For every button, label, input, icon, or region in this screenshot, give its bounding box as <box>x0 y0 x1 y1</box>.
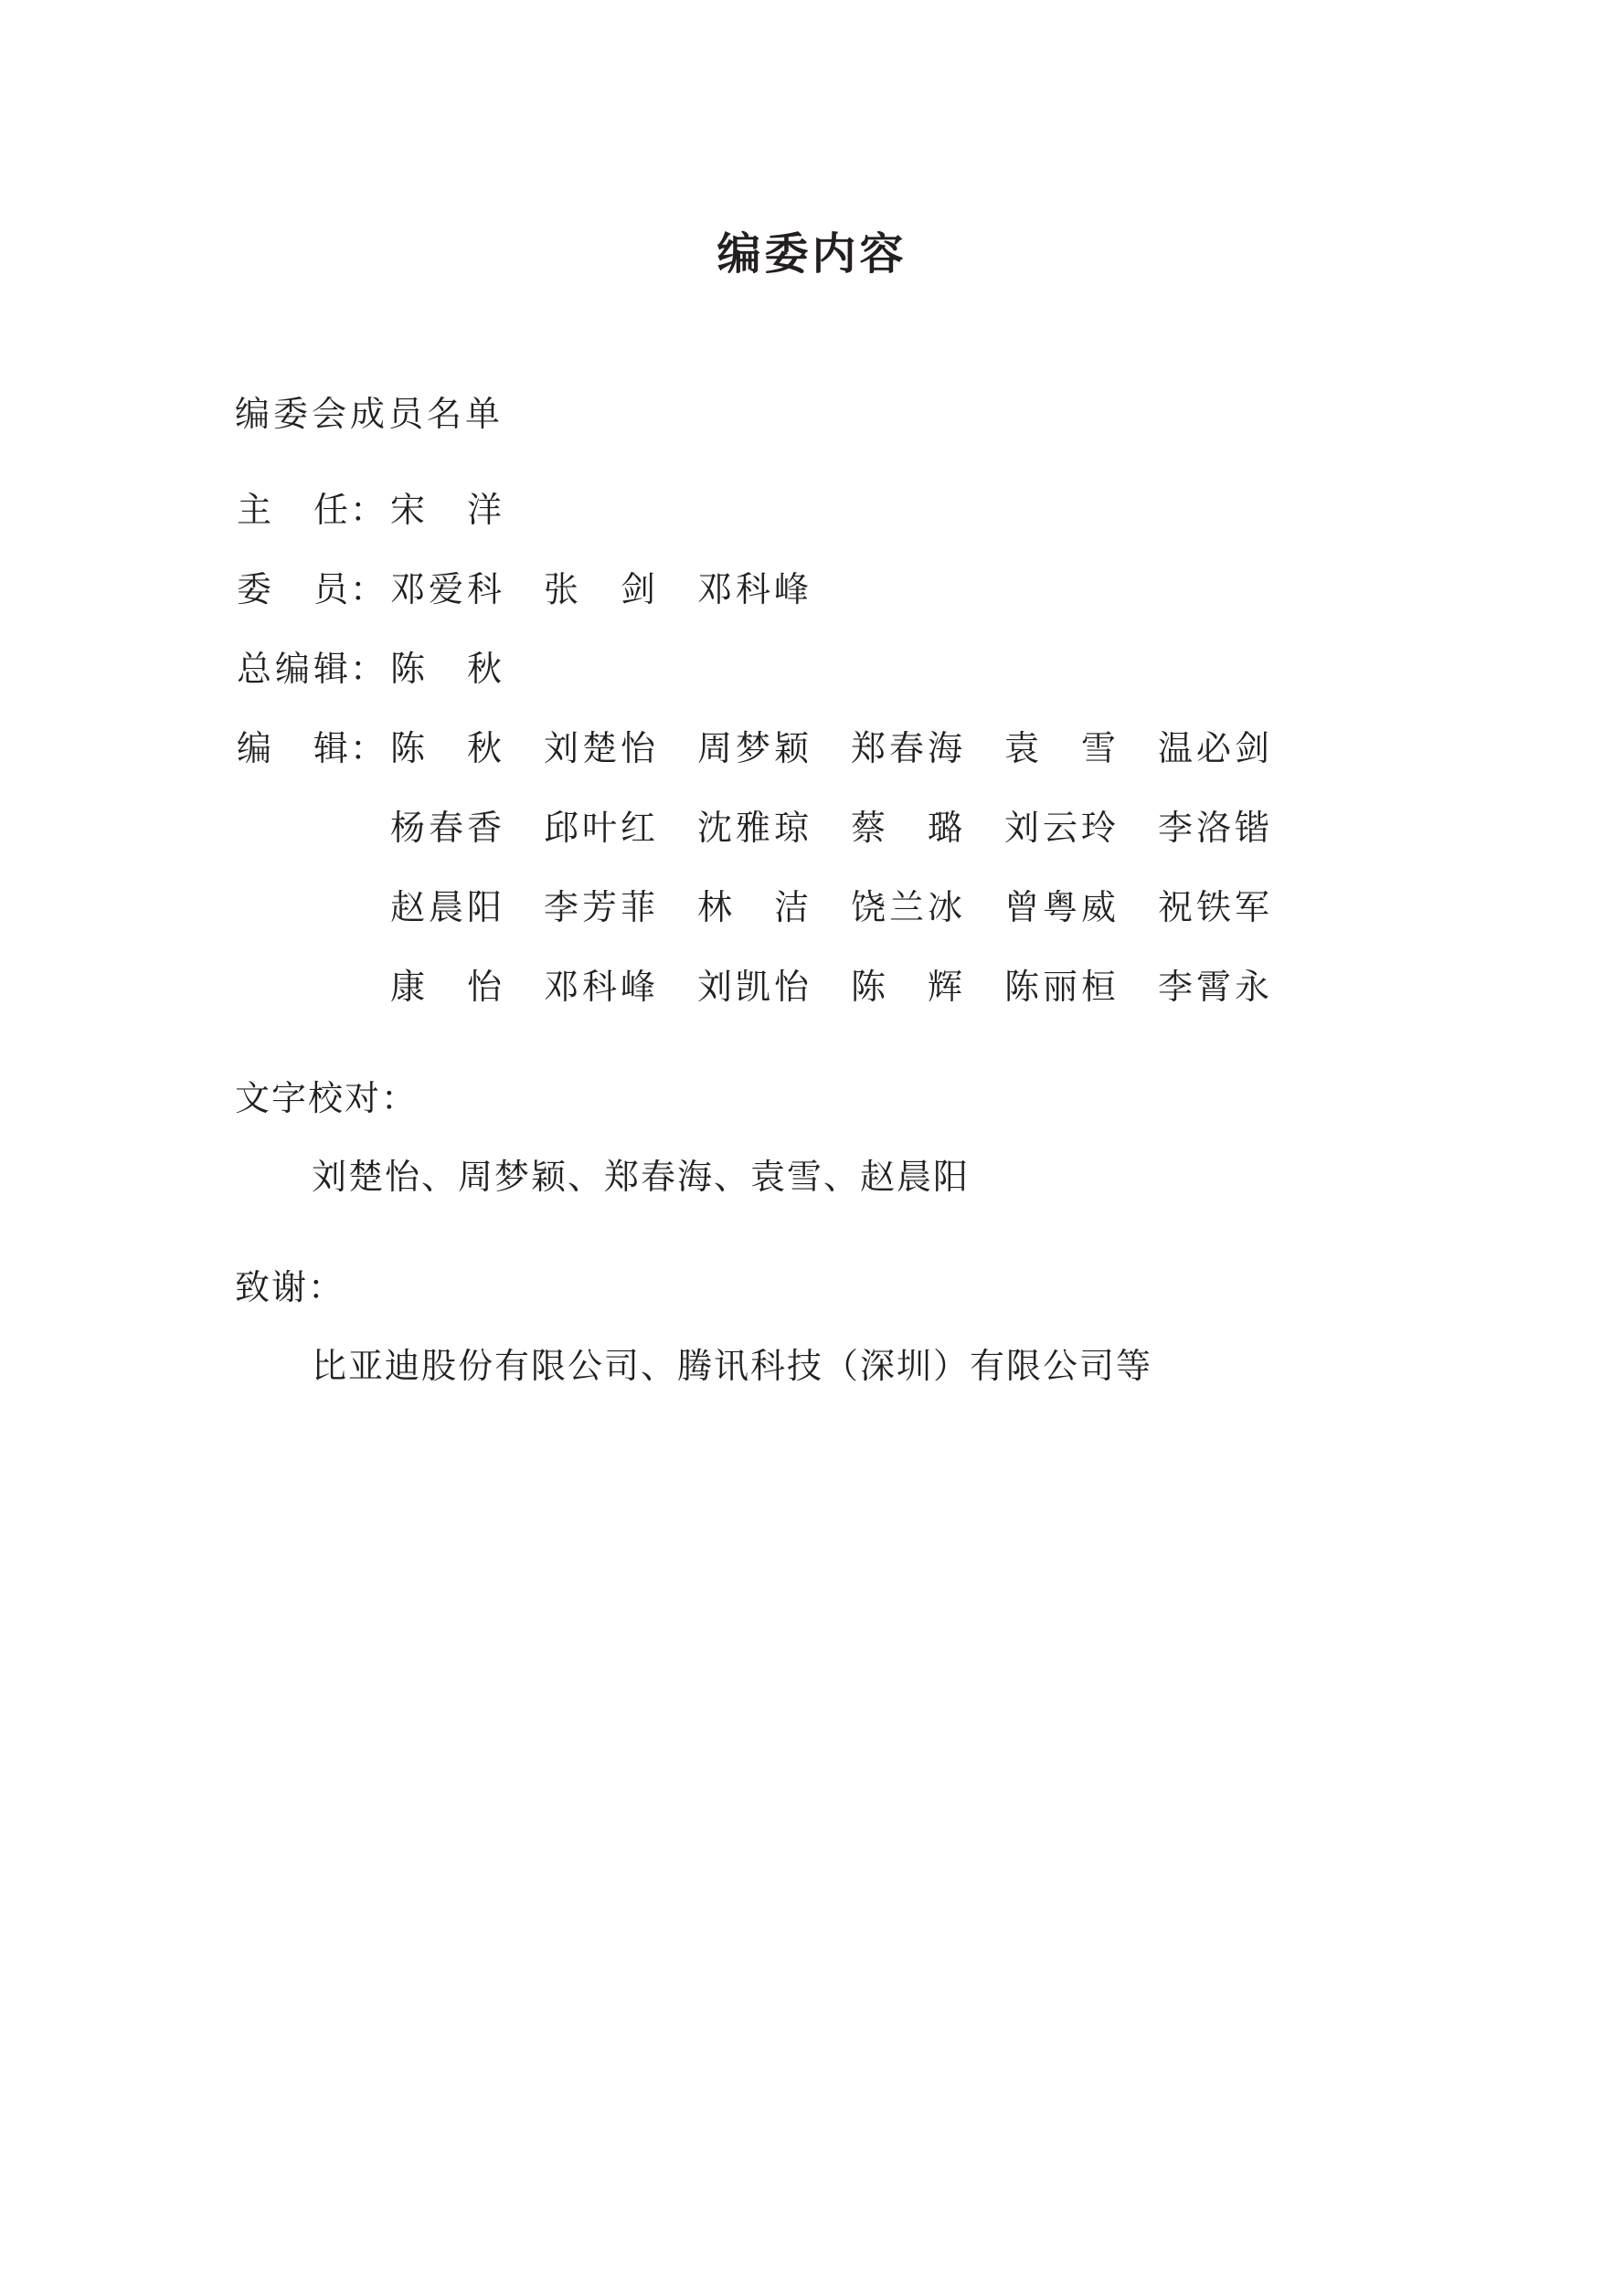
person-name-char: 军 <box>1234 887 1269 927</box>
person-name-char: 春 <box>888 728 924 768</box>
person-name <box>1003 884 1118 930</box>
role-label-colon: ： <box>350 728 386 768</box>
person-name-char: 秋 <box>466 728 502 768</box>
person-name-char: 曾 <box>1003 887 1039 927</box>
role-label-colon: ： <box>350 490 386 530</box>
page-title: 编委内容 <box>716 228 908 280</box>
committee-list-heading: 编委会成员名单 <box>235 394 504 434</box>
person-name-char: 袁 <box>1003 728 1039 768</box>
person-name-char: 芳 <box>581 887 617 927</box>
person-name <box>542 566 657 612</box>
person-name-char: 邱 <box>543 808 578 848</box>
person-name-char: 邓 <box>696 569 732 609</box>
person-name-char: 杨 <box>389 808 425 848</box>
person-name-char: 陈 <box>850 967 886 1007</box>
person-name <box>388 805 504 851</box>
person-name-char: 菲 <box>620 887 655 927</box>
person-name-char: 丽 <box>1042 967 1077 1007</box>
person-name-char: 温 <box>1157 728 1193 768</box>
role-label <box>235 725 388 771</box>
person-name-char: 剑 <box>620 569 655 609</box>
person-name-char: 雅 <box>735 808 770 848</box>
person-name <box>542 964 657 1010</box>
person-name-char: 怡 <box>466 967 502 1007</box>
person-name <box>849 725 964 771</box>
person-name-char: 洁 <box>773 887 809 927</box>
person-name-char: 永 <box>1234 967 1269 1007</box>
person-name-char: 春 <box>428 808 463 848</box>
person-name <box>388 884 504 930</box>
person-name <box>388 646 504 692</box>
person-name-char: 琼 <box>773 808 809 848</box>
person-name-char: 祝 <box>1157 887 1193 927</box>
person-name <box>542 805 657 851</box>
role-label-colon: ： <box>350 569 386 609</box>
person-name-char: 林 <box>696 887 732 927</box>
person-name-char: 陈 <box>389 728 425 768</box>
person-name-char: 叶 <box>581 808 617 848</box>
person-name-char: 阳 <box>466 887 502 927</box>
thanks-text: 比亚迪股份有限公司、腾讯科技（深圳）有限公司等 <box>312 1346 1153 1386</box>
person-name-char: 辉 <box>927 967 962 1007</box>
proofreading-label: 文字校对： <box>235 1078 419 1118</box>
person-name <box>1156 964 1271 1010</box>
person-name <box>1156 805 1271 851</box>
person-name-char: 粤 <box>1042 887 1077 927</box>
role-label-char: 编 <box>236 728 271 768</box>
person-name <box>388 566 504 612</box>
person-name <box>849 805 964 851</box>
person-name-char: 峰 <box>620 967 655 1007</box>
person-name-char: 冰 <box>927 887 962 927</box>
role-label <box>235 566 388 612</box>
person-name-char: 云 <box>1042 808 1077 848</box>
person-name-char: 蔡 <box>850 808 886 848</box>
person-name-char: 刘 <box>1003 808 1039 848</box>
role-label <box>235 646 388 692</box>
person-name <box>1003 964 1118 1010</box>
person-name-char: 兰 <box>888 887 924 927</box>
person-name <box>1003 725 1118 771</box>
person-name <box>542 725 657 771</box>
role-label-char: 总 <box>236 649 271 689</box>
role-label-char: 辑 <box>313 649 348 689</box>
role-label-char: 任 <box>313 490 348 530</box>
role-label-colon: ： <box>350 649 386 689</box>
person-name-char: 雪 <box>1080 728 1116 768</box>
person-name-char: 爱 <box>428 569 463 609</box>
proofreading-names: 刘楚怡、周梦颖、郑春海、袁雪、赵晨阳 <box>312 1157 971 1197</box>
person-name-char: 饶 <box>850 887 886 927</box>
role-label <box>235 487 388 533</box>
person-name-char: 红 <box>620 808 655 848</box>
person-name <box>388 964 504 1010</box>
person-name-char: 科 <box>466 569 502 609</box>
person-name-char: 怡 <box>773 967 809 1007</box>
role-label-char: 辑 <box>313 728 348 768</box>
person-name <box>542 884 657 930</box>
person-name <box>695 884 811 930</box>
person-name-char: 香 <box>466 808 502 848</box>
person-name <box>695 566 811 612</box>
person-name-char: 海 <box>927 728 962 768</box>
person-name-char: 邓 <box>543 967 578 1007</box>
person-name-char: 洛 <box>1195 808 1231 848</box>
role-label-char: 员 <box>313 569 348 609</box>
person-name-char: 李 <box>543 887 578 927</box>
thanks-label: 致谢： <box>235 1267 345 1307</box>
person-name-char: 科 <box>581 967 617 1007</box>
person-name-char: 沈 <box>696 808 732 848</box>
person-name-char: 科 <box>735 569 770 609</box>
person-name <box>695 964 811 1010</box>
person-name-char: 赵 <box>389 887 425 927</box>
person-name <box>1156 884 1271 930</box>
person-name-char: 玲 <box>1080 808 1116 848</box>
person-name-char: 威 <box>1080 887 1116 927</box>
person-name <box>1156 725 1271 771</box>
role-label-char: 主 <box>236 490 271 530</box>
person-name-char: 峰 <box>773 569 809 609</box>
person-name <box>849 964 964 1010</box>
person-name-char: 李 <box>1157 808 1193 848</box>
person-name <box>388 487 504 533</box>
person-name-char: 张 <box>543 569 578 609</box>
person-name-char: 颖 <box>773 728 809 768</box>
person-name-char: 必 <box>1195 728 1231 768</box>
person-name-char: 周 <box>696 728 732 768</box>
person-name-char: 康 <box>389 967 425 1007</box>
person-name-char: 邓 <box>389 569 425 609</box>
person-name-char: 锴 <box>1234 808 1269 848</box>
role-label-char: 委 <box>236 569 271 609</box>
person-name <box>849 884 964 930</box>
person-name-char: 楚 <box>581 728 617 768</box>
person-name-char: 李 <box>1157 967 1193 1007</box>
person-name-char: 凯 <box>735 967 770 1007</box>
person-name-char: 洋 <box>466 490 502 530</box>
person-name <box>695 805 811 851</box>
role-label-char: 编 <box>274 649 310 689</box>
person-name-char: 陈 <box>1003 967 1039 1007</box>
person-name-char: 怡 <box>620 728 655 768</box>
person-name <box>1003 805 1118 851</box>
person-name-char: 刘 <box>696 967 732 1007</box>
person-name-char: 秋 <box>466 649 502 689</box>
person-name-char: 梦 <box>735 728 770 768</box>
person-name <box>695 725 811 771</box>
person-name-char: 剑 <box>1234 728 1269 768</box>
person-name-char: 陈 <box>389 649 425 689</box>
person-name-char: 霄 <box>1195 967 1231 1007</box>
person-name-char: 刘 <box>543 728 578 768</box>
person-name-char: 晨 <box>428 887 463 927</box>
person-name-char: 宋 <box>389 490 425 530</box>
person-name <box>388 725 504 771</box>
person-name-char: 璐 <box>927 808 962 848</box>
person-name-char: 桓 <box>1080 967 1116 1007</box>
person-name-char: 郑 <box>850 728 886 768</box>
person-name-char: 铁 <box>1195 887 1231 927</box>
